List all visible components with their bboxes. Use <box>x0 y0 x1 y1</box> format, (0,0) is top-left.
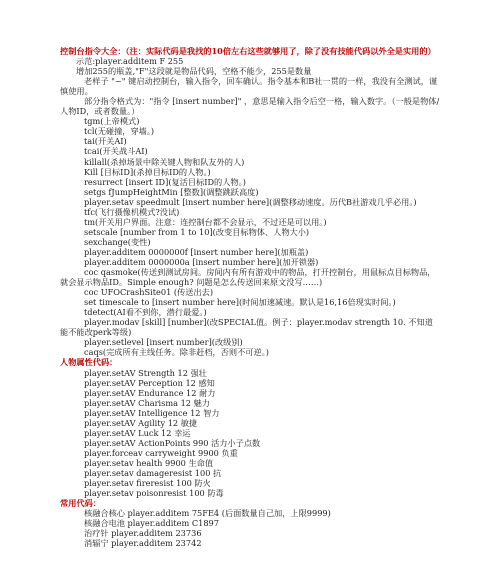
text-line: player.setAV Charisma 12 魅力 <box>84 397 210 408</box>
text-line: player.setAV Luck 12 幸运 <box>84 427 191 438</box>
section-heading: 控制台指令大全：（注：实际代码是我找的10倍左右这些就够用了，除了没有技能代码以外全是实用的） <box>60 46 436 56</box>
text-line: tcl(无碰撞，穿墙。) <box>84 126 155 137</box>
text-line: caqs(完成所有主线任务。除非赶档，否则不可逆。) <box>84 347 269 358</box>
text-line: 示范:player.additem F 255 <box>76 56 184 67</box>
text-line: 部分指令格式为："指令 [insert number]" ，意思是输入指令后空一格，输入数字。（一般是物体/人物ID，或者数量。） <box>60 96 440 117</box>
document-body <box>60 46 440 548</box>
text-line: tgm(上帝模式) <box>84 116 140 127</box>
text-line: player.setav fireresist 100 防火 <box>84 478 211 489</box>
text-line: Kill [目标ID](杀掉目标ID的人物。) <box>84 166 211 177</box>
text-line: tcai(开关战斗AI) <box>84 146 148 157</box>
text-line: set timescale to [insert number here](时间加速减速。默认是16,16倍现实时间。) <box>84 297 396 308</box>
text-line: tm(开关用户界面。注意：连控制台都不会显示，不过还是可以用。) <box>84 216 327 227</box>
text-line: player.setav damageresist 100 抗 <box>84 467 222 478</box>
text-line: 治疗针 player.additem 23736 <box>84 528 202 539</box>
text-line: killall(杀掉场景中除关键人物和队友外的人) <box>84 156 245 167</box>
text-line: tai(开关AI) <box>84 136 127 147</box>
text-line: resurrect [insert ID](复活目标ID的人物。) <box>84 176 246 187</box>
text-line: tdetect(AI看不到你，潜行最爱。) <box>84 307 207 318</box>
text-line: player.setAV Endurance 12 耐力 <box>84 387 216 398</box>
text-line: player.setAV Intelligence 12 智力 <box>84 407 220 418</box>
text-line: player.additem 0000000a [insert number here](加开锁器) <box>84 256 319 267</box>
text-line: 核融合电池 player.additem C1897 <box>84 518 219 529</box>
text-line: 消辐宁 player.additem 23742 <box>84 538 202 549</box>
text-line: player.forceav carryweight 9900 负重 <box>84 447 238 458</box>
text-line: player.setAV ActionPoints 990 活力小子点数 <box>84 437 261 448</box>
section-heading: 常用代码： <box>60 498 101 509</box>
text-line: player.setAV Perception 12 感知 <box>84 377 215 388</box>
text-line: tfc(飞行摄像机模式?没试) <box>84 206 180 217</box>
text-line: player.modav [skill] [number](改SPECIAL值。例子：player.modav strength 10. 不知道能不能改perk等级) <box>60 317 433 338</box>
text-line: 核融合核心 player.additem 75FE4 (后面数量自己加，上限9999) <box>84 508 331 519</box>
text-line: player.setAV Strength 12 强壮 <box>84 367 207 378</box>
section-heading: 人物属性代码： <box>60 357 118 368</box>
text-line: player.setav speedmult [insert number here](调整移动速度。历代B社游戏几乎必用。) <box>84 196 417 207</box>
text-line: setgs fJumpHeightMin [整数](调整跳跃高度) <box>84 186 259 197</box>
text-line: 老样子 "~" 键启动控制台，输入指令，回车确认。指令基本和B社一贯的一样，我没有全测试，谨慎使用。 <box>60 76 438 97</box>
text-line: player.additem 0000000f [insert number here](加瓶盖) <box>84 246 309 257</box>
text-line: player.setlevel [insert number](改级别) <box>84 337 243 348</box>
text-line: player.setav health 9900 生命值 <box>84 457 214 468</box>
text-line: player.setAV Agility 12 敏捷 <box>84 417 198 428</box>
text-line: 增加255的瓶盖,"F"这段就是物品代码，空格不能少，255是数量 <box>76 66 312 77</box>
text-line: sexchange(变性) <box>84 236 151 247</box>
text-line: player.setav poisonresist 100 防毒 <box>84 488 224 499</box>
text-line: setscale [number from 1 to 10](改变目标物体、人物大小) <box>84 226 310 237</box>
text-line: coc qasmoke(传送到测试房间。房间内有所有游戏中的物品，打开控制台，用鼠标点目标物品，就会显示物品ID。Simple enough? 问题是怎么传送回来原文没写……) <box>60 267 436 288</box>
text-line: coc UFOCrashSite01 (传送出去) <box>84 287 214 298</box>
